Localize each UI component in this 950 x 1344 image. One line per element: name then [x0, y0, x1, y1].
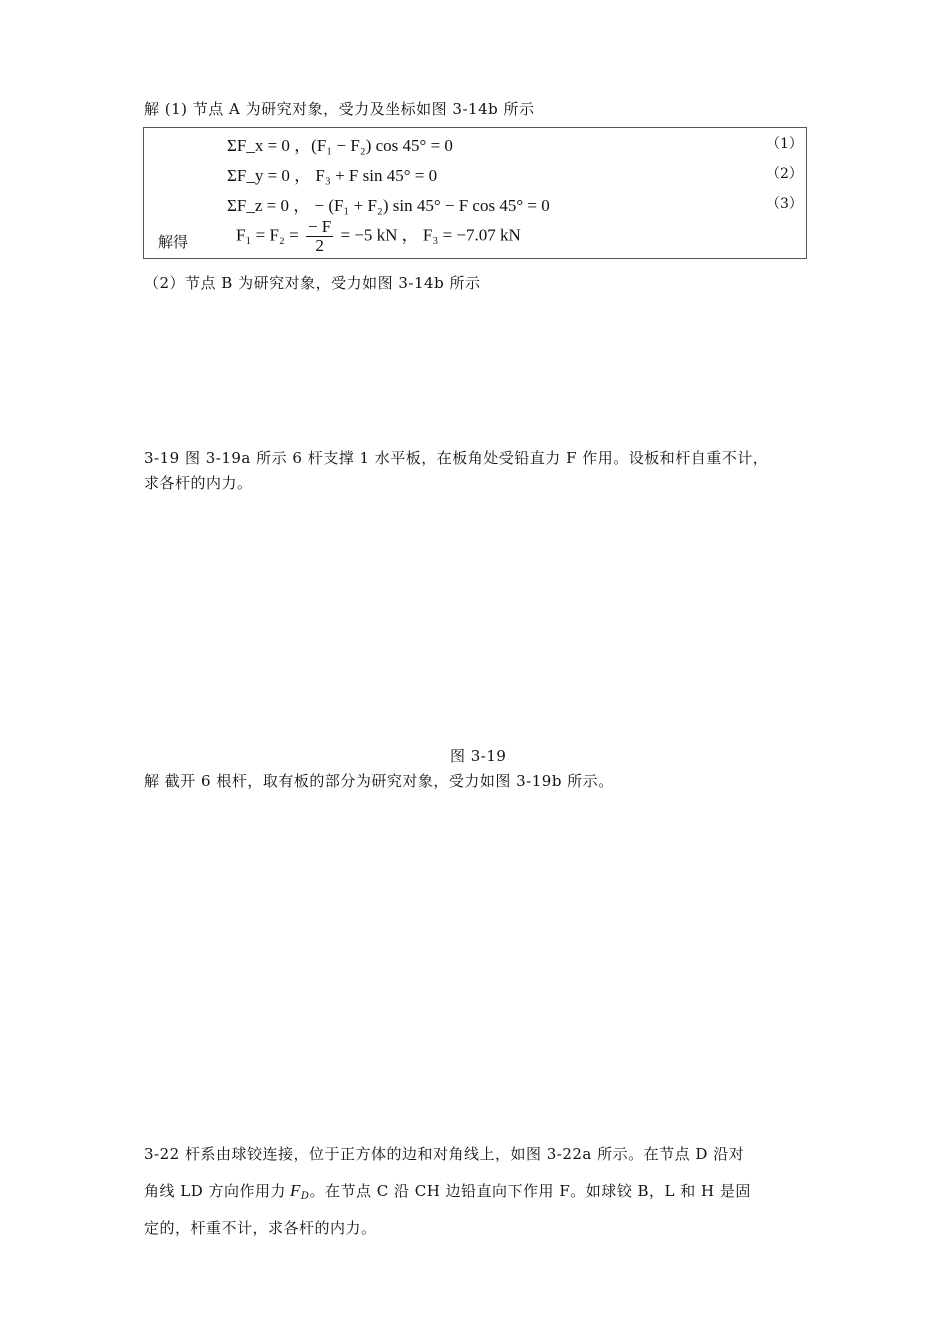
problem-3-22-line-3: 定的，杆重不计，求各杆的内力。: [144, 1219, 377, 1237]
problem-3-19-solution: 解 截开 6 根杆，取有板的部分为研究对象，受力如图 3-19b 所示。: [144, 772, 614, 790]
force-fd-symbol: F: [290, 1181, 301, 1200]
equation-1: ΣF_x = 0 ，(F₁ − F₂) cos 45° = 0: [227, 136, 453, 155]
solution-lhs: F₁ = F₂ =: [236, 225, 299, 245]
solution-rhs: = −5 kN ， F₃ = −7.07 kN: [340, 225, 521, 245]
problem-3-22-line-1: 3-22 杆系由球铰连接，位于正方体的边和对角线上，如图 3-22a 所示。在节点 D 沿对: [144, 1145, 745, 1163]
equation-box: [143, 127, 807, 259]
solution-fraction: [306, 218, 333, 255]
intro-line: 解 (1) 节点 A 为研究对象，受力及坐标如图 3-14b 所示: [144, 100, 535, 118]
solve-label: 解得: [158, 233, 189, 251]
problem-3-22-line-2-part-b: 。在节点 C 沿 CH 边铅直向下作用 F。如球铰 B，L 和 H 是固: [309, 1182, 751, 1200]
equation-3: ΣF_z = 0 ， − (F₁ + F₂) sin 45° − F cos 45° = 0: [227, 196, 550, 215]
equation-2-number: （2）: [766, 166, 803, 182]
force-fd-subscript: D: [300, 1191, 310, 1202]
problem-3-19-line-2: 求各杆的内力。: [144, 474, 253, 492]
problem-3-22-line-2-part-a: 角线 LD 方向作用力: [144, 1182, 287, 1200]
node-b-line: （2）节点 B 为研究对象，受力如图 3-14b 所示: [144, 274, 481, 292]
equation-1-number: （1）: [766, 136, 803, 152]
fraction-denominator: 2: [315, 236, 324, 255]
equation-2: ΣF_y = 0 ， F₃ + F sin 45° = 0: [227, 166, 438, 185]
figure-caption: 图 3-19: [450, 747, 507, 765]
equation-3-number: （3）: [766, 196, 803, 212]
fraction-numerator: − F: [307, 217, 332, 236]
solution-equation: [236, 218, 521, 255]
problem-3-22-line-2: [144, 1181, 751, 1207]
problem-3-19-line-1: 3-19 图 3-19a 所示 6 杆支撑 1 水平板，在板角处受铅直力 F 作用。设板和杆自重不计，: [144, 449, 769, 467]
